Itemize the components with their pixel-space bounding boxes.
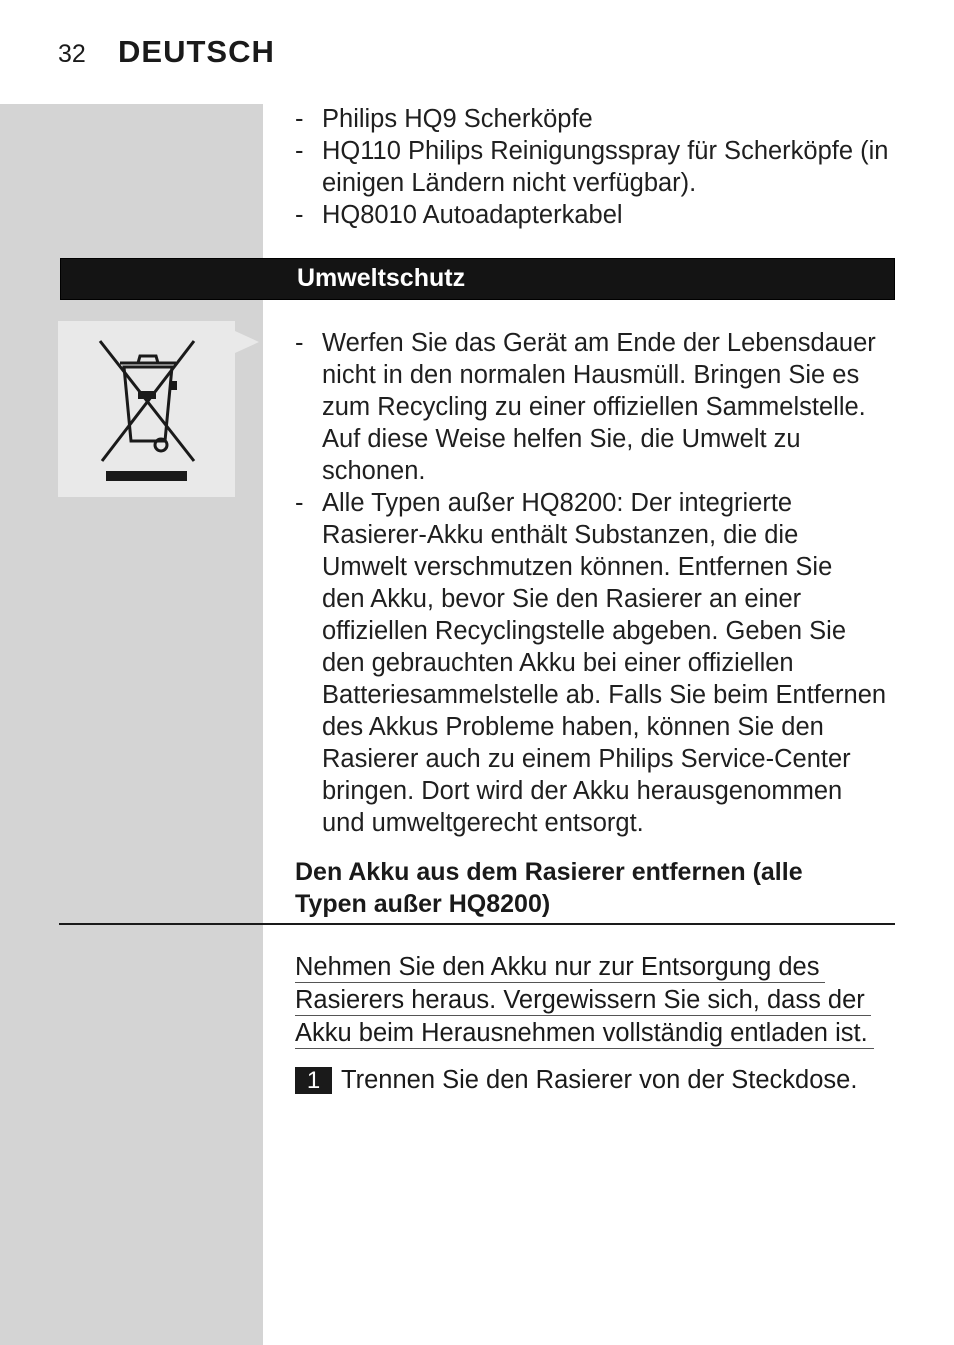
list-item-line: HQ8010 Autoadapterkabel	[322, 201, 623, 229]
list-item: - Werfen Sie das Gerät am Ende der Lebensdauer nicht in den normalen Hausmüll. Bringen Sie es zum Recycling zu einer offiziellen Sammelstelle. Auf diese Weise helfen Sie, die Umwelt zu schonen.	[295, 329, 876, 485]
list-item-line: des Akkus Probleme haben, können Sie den	[322, 713, 824, 741]
list-item: - HQ8010 Autoadapterkabel	[295, 201, 623, 229]
illustration-box	[58, 321, 235, 497]
illustration-pointer	[235, 331, 259, 353]
warning-line: Rasierers heraus. Vergewissern Sie sich, dass der	[295, 985, 871, 1016]
step-text: Trennen Sie den Rasierer von der Steckdose.	[341, 1066, 858, 1094]
heading-line: Den Akku aus dem Rasierer entfernen (alle	[295, 858, 803, 886]
section-title-environment: Umweltschutz	[297, 264, 466, 292]
instruction-step	[295, 1064, 915, 1096]
list-item-line: Umwelt verschmutzen können. Entfernen Sie	[322, 553, 833, 581]
list-item: - Philips HQ9 Scherköpfe	[295, 105, 593, 133]
list-item-line: den Akku, bevor Sie den Rasierer an einer	[322, 585, 802, 613]
list-item-line: Rasierer auch zu einem Philips Service-Center	[322, 745, 851, 773]
warning-line: Nehmen Sie den Akku nur zur Entsorgung des	[295, 952, 825, 983]
page-number: 32	[58, 40, 86, 68]
battery-warning-note	[295, 952, 915, 1051]
accessories-list	[295, 103, 895, 231]
section-divider	[59, 923, 895, 925]
list-item-line: Alle Typen außer HQ8200: Der integrierte	[322, 489, 793, 517]
section-heading-bar	[60, 258, 895, 300]
list-item-line: schonen.	[322, 457, 426, 485]
list-item-line: Philips HQ9 Scherköpfe	[322, 105, 593, 133]
list-item-line: offiziellen Recyclingstelle abgeben. Geben Sie	[322, 617, 847, 645]
list-item-line: Batteriesammelstelle ab. Falls Sie beim Entfernen	[322, 681, 887, 709]
environment-list	[295, 327, 895, 839]
list-item-line: bringen. Dort wird der Akku herausgenommen	[322, 777, 843, 805]
list-item: - Alle Typen außer HQ8200: Der integrierte Rasierer-Akku enthält Substanzen, die die Umwelt verschmutzen können. Entfernen Sie den Akku, bevor Sie den Rasierer an einer offiziellen Recyclingstelle abgeben. Geben Sie den gebrauchten Akku bei einer offiziellen Batteriesammelstelle ab. Falls Sie beim Entfernen des Akkus Probleme haben, können Sie den Rasierer auch zu einem Philips Service-Center bringen. Dort wird der Akku herausgenommen und umweltgerecht entsorgt.	[295, 489, 887, 837]
list-item-line: HQ110 Philips Reinigungsspray für Scherköpfe (in	[322, 137, 889, 165]
list-item-line: Auf diese Weise helfen Sie, die Umwelt zu	[322, 425, 801, 453]
crossed-out-wheelie-bin-icon	[98, 339, 198, 481]
step-number-badge: 1	[295, 1067, 332, 1094]
list-item: - HQ110 Philips Reinigungsspray für Scherköpfe (in einigen Ländern nicht verfügbar).	[295, 137, 889, 197]
list-item-line: und umweltgerecht entsorgt.	[322, 809, 644, 837]
battery-removal-heading	[295, 856, 895, 920]
warning-line: Akku beim Herausnehmen vollständig entladen ist.	[295, 1018, 874, 1049]
list-item-line: nicht in den normalen Hausmüll. Bringen Sie es	[322, 361, 860, 389]
list-item-line: Werfen Sie das Gerät am Ende der Lebensdauer	[322, 329, 876, 357]
list-item-line: einigen Ländern nicht verfügbar).	[322, 169, 697, 197]
list-item-line: zum Recycling zu einer offiziellen Sammelstelle.	[322, 393, 866, 421]
language-section-title: DEUTSCH	[118, 34, 275, 69]
heading-line: Typen außer HQ8200)	[295, 890, 551, 918]
list-item-line: den gebrauchten Akku bei einer offiziellen	[322, 649, 794, 677]
list-item-line: Rasierer-Akku enthält Substanzen, die die	[322, 521, 799, 549]
